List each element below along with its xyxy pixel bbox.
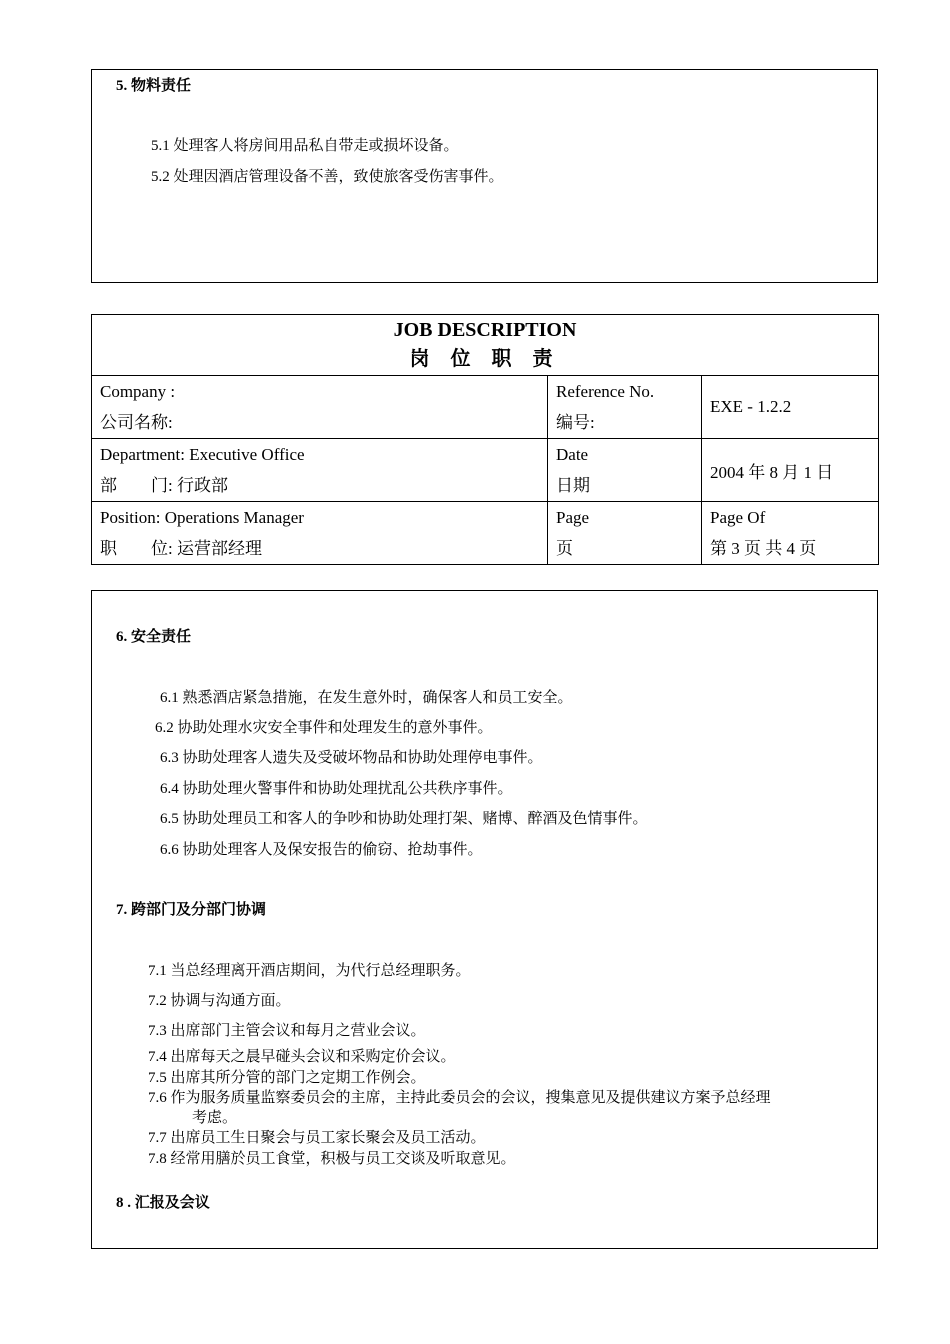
section-7-item-2: 7.2 协调与沟通方面。 xyxy=(148,993,291,1009)
section-7-item-3: 7.3 出席部门主管会议和每月之营业会议。 xyxy=(148,1023,426,1039)
page-value-en: Page Of xyxy=(710,508,766,527)
date-value: 2004 年 8 月 1 日 xyxy=(702,439,879,502)
position-cell xyxy=(92,502,548,565)
department-cell xyxy=(92,439,548,502)
job-description-header xyxy=(91,314,879,565)
section-7-item-4: 7.4 出席每天之晨早碰头会议和采购定价会议。 xyxy=(148,1049,456,1065)
header-title xyxy=(92,315,879,376)
page-label-en: Page xyxy=(556,508,590,527)
reference-label-en: Reference No. xyxy=(556,382,655,401)
section-6-item-2: 6.2 协助处理水灾安全事件和处理发生的意外事件。 xyxy=(155,720,493,736)
section-7-item-5: 7.5 出席其所分管的部门之定期工作例会。 xyxy=(148,1070,426,1086)
title-cn: 岗 位 职 责 xyxy=(409,348,561,370)
company-label-en: Company : xyxy=(100,382,176,401)
section-6-item-5: 6.5 协助处理员工和客人的争吵和协助处理打架、赌博、醉酒及色情事件。 xyxy=(160,811,648,827)
section-6-item-1: 6.1 熟悉酒店紧急措施，在发生意外时，确保客人和员工安全。 xyxy=(160,690,573,706)
page-value-cell xyxy=(702,502,879,565)
date-label-cell xyxy=(548,439,702,502)
section-5-item-2: 5.2 处理因酒店管理设备不善，致使旅客受伤害事件。 xyxy=(151,169,504,185)
section-7-item-8: 7.8 经常用膳於员工食堂，积极与员工交谈及听取意见。 xyxy=(148,1151,516,1167)
date-label-cn: 日期 xyxy=(556,476,590,495)
department-label-en: Department: Executive Office xyxy=(100,445,305,464)
position-label-en: Position: Operations Manager xyxy=(100,508,304,527)
section-7-item-6-continued: 考虑。 xyxy=(192,1110,238,1126)
date-label-en: Date xyxy=(556,445,589,464)
section-6-item-6: 6.6 协助处理客人及保安报告的偷窃、抢劫事件。 xyxy=(160,842,483,858)
section-5-heading: 5. 物料责任 xyxy=(116,78,192,94)
reference-value: EXE - 1.2.2 xyxy=(702,376,879,439)
section-6-heading: 6. 安全责任 xyxy=(116,629,192,645)
section-6-item-4: 6.4 协助处理火警事件和协助处理扰乱公共秩序事件。 xyxy=(160,781,513,797)
section-8-heading: 8 . 汇报及会议 xyxy=(116,1195,210,1211)
position-label-cn: 职 位: 运营部经理 xyxy=(100,539,262,558)
section-7-item-1: 7.1 当总经理离开酒店期间，为代行总经理职务。 xyxy=(148,963,471,979)
department-label-cn: 部 门: 行政部 xyxy=(100,476,228,495)
reference-label-cn: 编号: xyxy=(556,413,595,432)
section-6-item-3: 6.3 协助处理客人遗失及受破坏物品和协助处理停电事件。 xyxy=(160,750,543,766)
company-label-cn: 公司名称: xyxy=(100,413,173,432)
page-label-cn: 页 xyxy=(556,539,573,558)
section-7-item-7: 7.7 出席员工生日聚会与员工家长聚会及员工活动。 xyxy=(148,1130,486,1146)
page-label-cell xyxy=(548,502,702,565)
reference-label-cell xyxy=(548,376,702,439)
section-7-item-6: 7.6 作为服务质量监察委员会的主席，主持此委员会的会议，搜集意见及提供建议方案予总经理 xyxy=(148,1090,771,1106)
title-en: JOB DESCRIPTION xyxy=(393,319,577,341)
company-cell xyxy=(92,376,548,439)
page-value-cn: 第 3 页 共 4 页 xyxy=(710,539,817,558)
section-5-item-1: 5.1 处理客人将房间用品私自带走或损坏设备。 xyxy=(151,138,459,154)
section-7-heading: 7. 跨部门及分部门协调 xyxy=(116,902,267,918)
